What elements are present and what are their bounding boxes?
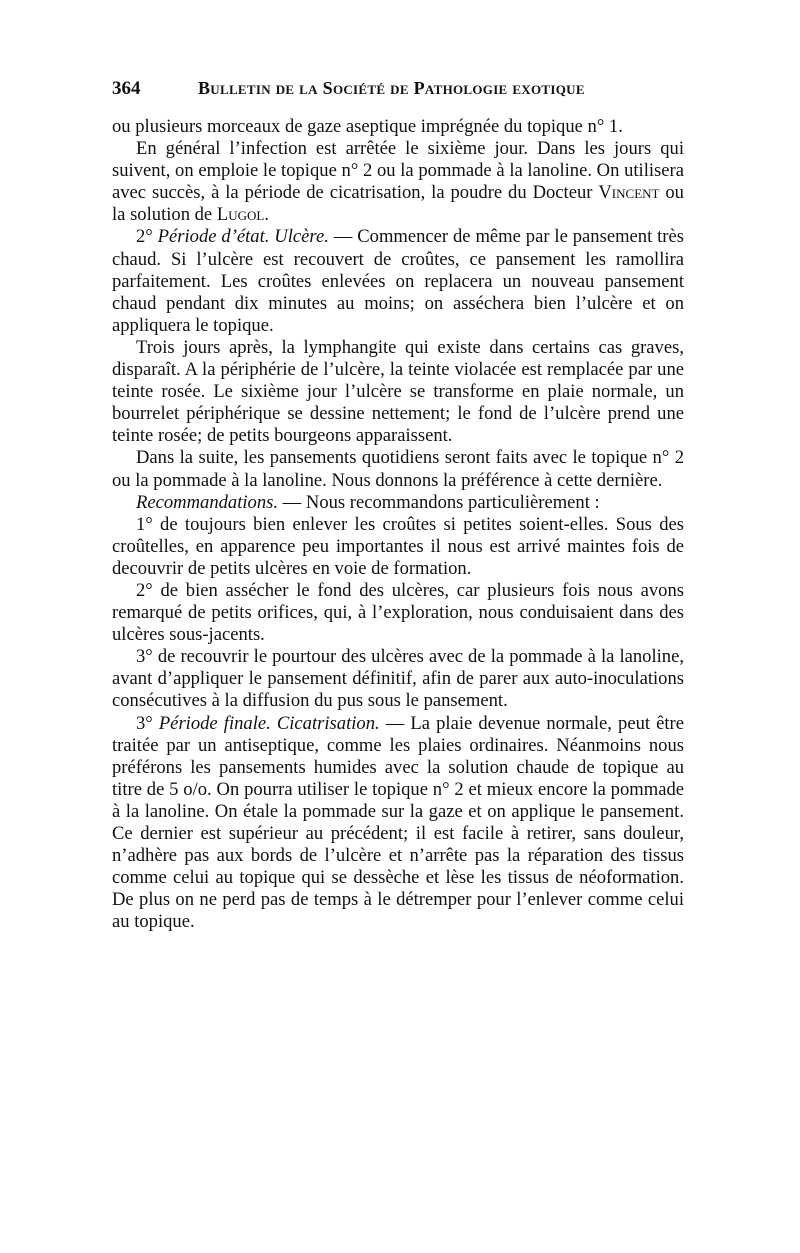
small-caps-name: Lugol [216, 204, 265, 226]
paragraph [112, 116, 684, 138]
paragraph [112, 492, 684, 514]
paragraph-text: — Commencer de même par le pansement très chaud. Si l’ulcère est recouvert de croûtes, ce pansement les ramollira parfaitement. Les croûtes enlevées on replacera un nouveau pansement chaud pendant dix minutes au moins; on asséchera bien l’ulcère et on appliquera le topique. [112, 226, 684, 336]
paragraph [112, 514, 684, 580]
paragraph-text: ou la solution de [112, 182, 684, 226]
paragraph-text: 1° de toujours bien enlever les croûtes si petites soient-elles. Sous des croûtelles, en apparence peu importantes il nous est arrivé maintes fois de decouvrir de petits ulcères en voie de formation. [112, 513, 684, 579]
paragraph-text: 2° de bien assécher le fond des ulcères, car plusieurs fois nous avons remarqué de petits orifices, qui, à l’exploration, nous conduisaient dans des ulcères sous-jacents. [112, 579, 684, 646]
paragraph-text: 3° [136, 712, 159, 734]
italic-heading: Recommandations. [136, 491, 279, 513]
italic-heading: Période d’état. Ulcère. [157, 226, 329, 248]
paragraph [112, 337, 684, 447]
paragraph-text: 2° [136, 226, 158, 248]
paragraph-text: . [264, 204, 269, 226]
paragraph-text: Trois jours après, la lymphangite qui existe dans certains cas graves, disparaît. A la périphérie de l’ulcère, la teinte violacée est remplacée par une teinte rosée. Le sixième jour l’ulcère se transforme en plaie normale, un bourrelet périphérique se dessine nettement; le fond de l’ulcère prend une teinte rosée; de petits bourgeons apparaissent. [112, 336, 684, 447]
running-title: Bulletin de la Société de Pathologie exotique [198, 78, 585, 98]
body-text [112, 116, 684, 933]
paragraph [112, 138, 684, 226]
paragraph-text: En général l’infection est arrêtée le sixième jour. Dans les jours qui suivent, on emploie le topique n° 2 ou la pommade à la lanoline. On utilisera avec succès, à la période de cicatrisation, la poudre du Docteur [112, 138, 684, 204]
page-number: 364 [112, 78, 141, 99]
paragraph [112, 713, 684, 934]
paragraph [112, 646, 684, 712]
page-header [112, 78, 684, 108]
paragraph [112, 580, 684, 646]
paragraph-text: 3° de recouvrir le pourtour des ulcères avec de la pommade à la lanoline, avant d’appliquer le pansement définitif, afin de parer aux auto-inoculations consécutives à la diffusion du pus sous le pansement. [112, 646, 684, 712]
paragraph [112, 226, 684, 336]
paragraph-text: — Nous recommandons particulièrement : [278, 491, 600, 513]
paragraph-text: Dans la suite, les pansements quotidiens seront faits avec le topique n° 2 ou la pommade à la lanoline. Nous donnons la préférence à cette dernière. [112, 447, 684, 491]
document-page [112, 78, 684, 933]
small-caps-name: Vincent [598, 182, 660, 204]
paragraph-text: ou plusieurs morceaux de gaze aseptique imprégnée du topique n° 1. [112, 116, 623, 137]
paragraph-text: — La plaie devenue normale, peut être traitée par un antiseptique, comme les plaies ordinaires. Néanmoins nous préférons les pansements humides avec la solution chaude de topique au titre de 5 o/o. On pourra utiliser le topique n° 2 et mieux encore la pommade à la lanoline. On étale la pommade sur la gaze et on applique le pansement. Ce dernier est supérieur au précédent; il est facile à retirer, sans douleur, n’adhère pas aux bords de l’ulcère et n’arrête pas la réparation des tissus comme celui au topique qui se dessèche et lèse les tissus de néoformation. De plus on ne perd pas de temps à le détremper pour l’enlever comme celui au topique. [112, 712, 684, 933]
italic-heading: Période finale. Cicatrisation. [158, 712, 380, 734]
paragraph [112, 447, 684, 491]
